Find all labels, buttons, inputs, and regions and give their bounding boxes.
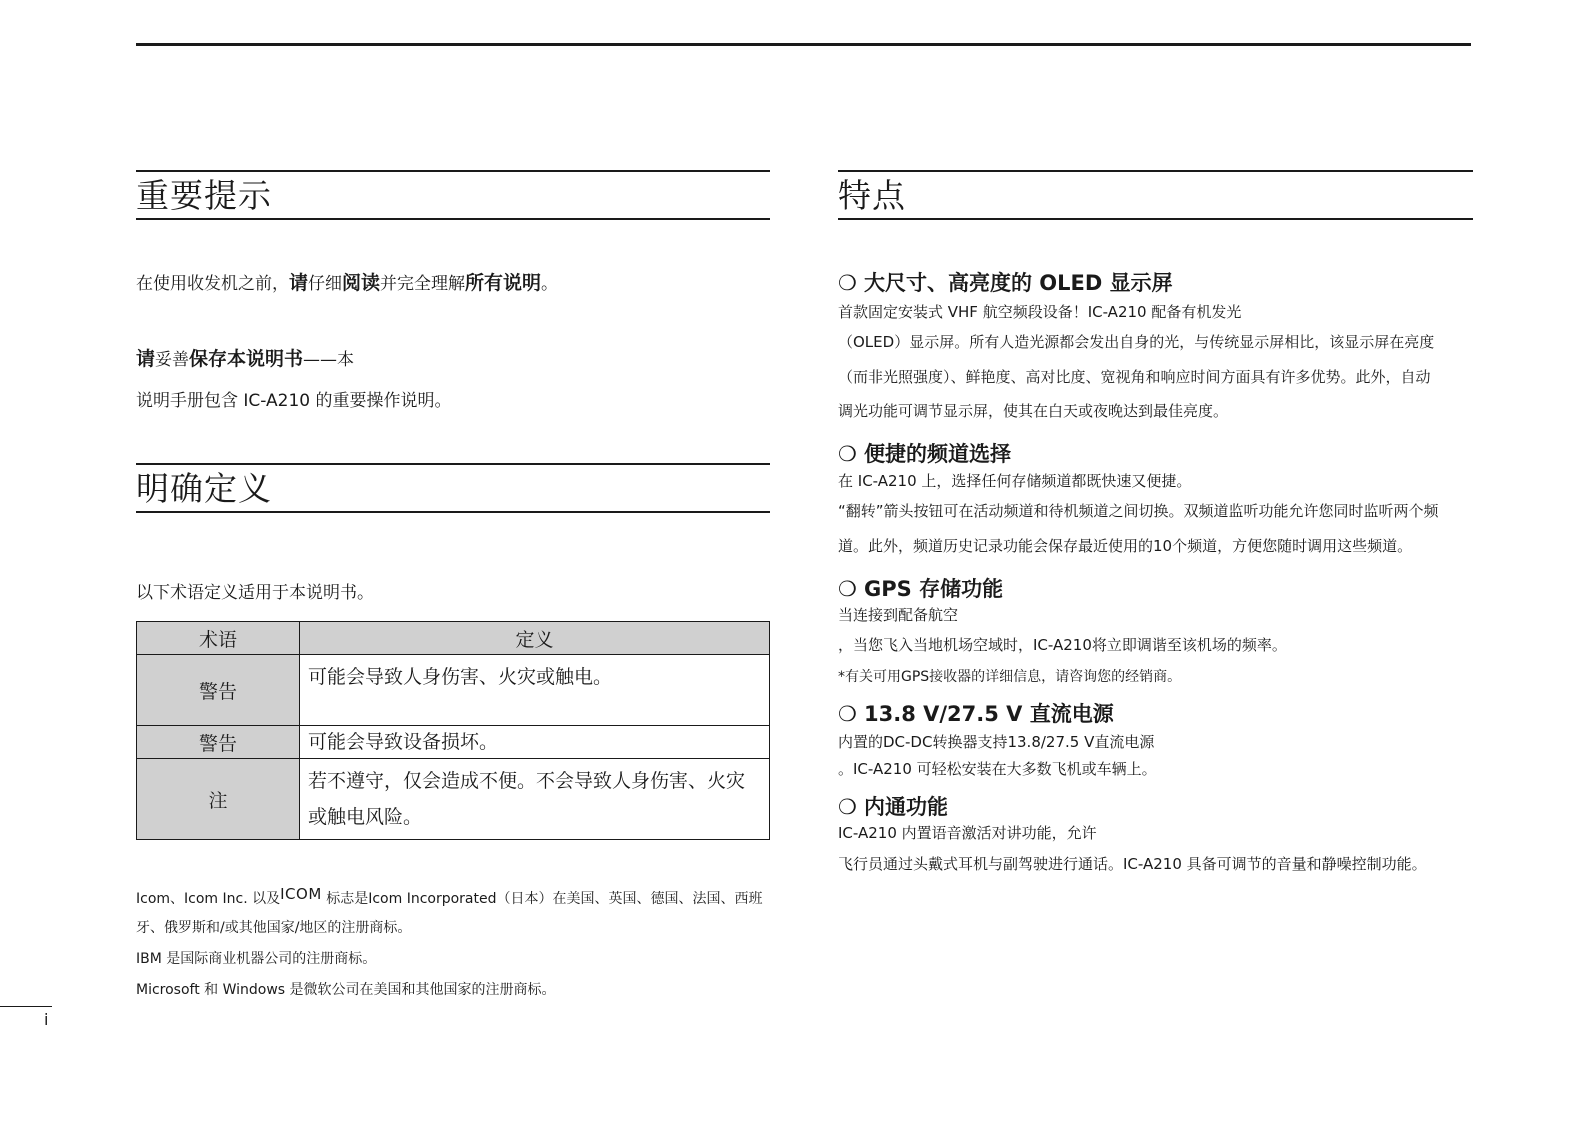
- feature-title-text: 大尺寸、高亮度的 OLED 显示屏: [864, 271, 1173, 295]
- feature-title-text: 便捷的频道选择: [864, 442, 1011, 466]
- important-line-2: [136, 348, 354, 371]
- table-cell-term: 警告: [137, 655, 300, 726]
- legal-line-2: 牙、俄罗斯和/或其他国家/地区的注册商标。: [136, 920, 412, 936]
- feature-title-gps: [838, 576, 1003, 602]
- top-rule: [136, 43, 1471, 46]
- feature-title-intercom: [838, 794, 948, 820]
- line2-b: 妥善: [155, 350, 190, 370]
- table-cell-desc: 可能会导致设备损坏。: [300, 726, 770, 759]
- feature-line: 首款固定安装式 VHF 航空频段设备！IC-A210 配备有机发光: [838, 303, 1242, 321]
- legal-line-4: Microsoft 和 Windows 是微软公司在美国和其他国家的注册商标。: [136, 982, 556, 998]
- feature-line: IC-A210 内置语音激活对讲功能，允许: [838, 824, 1097, 842]
- feature-title-text: 内通功能: [864, 795, 948, 819]
- feature-line: *有关可用GPS接收器的详细信息，请咨询您的经销商。: [838, 669, 1182, 685]
- bullet-icon: ❍: [838, 271, 857, 295]
- features-heading: [838, 170, 1473, 220]
- bullet-icon: ❍: [838, 795, 857, 819]
- page-corner-rule: [0, 1006, 52, 1007]
- table-header-row: [137, 622, 770, 655]
- bullet-icon: ❍: [838, 702, 857, 726]
- legal-line-1a: Icom、Icom Inc. 以及: [136, 891, 281, 907]
- feature-line: 内置的DC-DC转换器支持13.8/27.5 V直流电源: [838, 733, 1155, 751]
- line1-e: 并完全理解: [380, 274, 466, 294]
- definitions-table: [136, 621, 770, 840]
- feature-title-oled: [838, 270, 1173, 296]
- table-cell-desc: 可能会导致人身伤害、火灾或触电。: [300, 655, 770, 726]
- feature-line: ，当您飞入当地机场空域时，IC-A210将立即调谐至该机场的频率。: [838, 636, 1287, 654]
- feature-line: “翻转”箭头按钮可在活动频道和待机频道之间切换。双频道监听功能允许您同时监听两个频: [838, 502, 1439, 520]
- line1-a: 在使用收发机之前，: [136, 274, 289, 294]
- bullet-icon: ❍: [838, 442, 857, 466]
- table-cell-term: 注: [137, 759, 300, 840]
- table-header-definition: 定义: [300, 622, 770, 655]
- feature-title-text: 13.8 V/27.5 V 直流电源: [864, 702, 1114, 726]
- feature-line: 道。此外，频道历史记录功能会保存最近使用的10个频道，方便您随时调用这些频道。: [838, 537, 1413, 555]
- table-cell-desc: 若不遵守，仅会造成不便。不会导致人身伤害、火灾或触电风险。: [300, 759, 770, 840]
- important-line-1: [136, 272, 558, 295]
- feature-line: 飞行员通过头戴式耳机与副驾驶进行通话。IC-A210 具备可调节的音量和静噪控制功能。: [838, 855, 1427, 873]
- definitions-heading: [136, 463, 770, 513]
- right-column: [838, 170, 1473, 873]
- line2-d: ——本: [303, 350, 355, 370]
- definitions-intro: 以下术语定义适用于本说明书。: [136, 583, 374, 603]
- page-number: i: [44, 1010, 49, 1029]
- line1-g: 。: [541, 274, 559, 294]
- left-column: [136, 170, 770, 998]
- feature-line: （OLED）显示屏。所有人造光源都会发出自身的光，与传统显示屏相比，该显示屏在亮度: [838, 333, 1435, 351]
- definitions-title: 明确定义: [136, 469, 272, 508]
- feature-line: （而非光照强度）、鲜艳度、高对比度、宽视角和响应时间方面具有许多优势。此外，自动: [838, 368, 1431, 386]
- important-heading: [136, 170, 770, 220]
- feature-line: 。IC-A210 可轻松安装在大多数飞机或车辆上。: [838, 760, 1157, 778]
- feature-line: 在 IC-A210 上，选择任何存储频道都既快速又便捷。: [838, 472, 1192, 490]
- line2-a: 请: [136, 348, 156, 370]
- line1-d: 阅读: [342, 272, 381, 294]
- feature-title-text: GPS 存储功能: [864, 577, 1004, 601]
- feature-line: 调光功能可调节显示屏，使其在白天或夜晚达到最佳亮度。: [838, 402, 1229, 420]
- icom-logo: ICOM: [280, 885, 322, 903]
- table-header-term: 术语: [137, 622, 300, 655]
- line1-f: 所有说明: [465, 272, 542, 294]
- features-title: 特点: [838, 176, 906, 215]
- bullet-icon: ❍: [838, 577, 857, 601]
- table-row: [137, 655, 770, 726]
- legal-line-1b: 标志是Icom Incorporated（日本）在美国、英国、德国、法国、西班: [321, 891, 763, 907]
- table-row: [137, 759, 770, 840]
- line1-b: 请: [289, 272, 309, 294]
- legal-line-3: IBM 是国际商业机器公司的注册商标。: [136, 951, 377, 967]
- feature-title-channel: [838, 441, 1011, 467]
- line2-c: 保存本说明书: [189, 348, 304, 370]
- feature-title-power: [838, 701, 1114, 727]
- table-row: [137, 726, 770, 759]
- feature-line: 当连接到配备航空: [838, 606, 959, 624]
- line1-c: 仔细: [308, 274, 343, 294]
- important-line-3: 说明手册包含 IC-A210 的重要操作说明。: [136, 391, 452, 411]
- legal-line-1: [136, 885, 763, 909]
- table-cell-term: 警告: [137, 726, 300, 759]
- important-title: 重要提示: [136, 176, 272, 215]
